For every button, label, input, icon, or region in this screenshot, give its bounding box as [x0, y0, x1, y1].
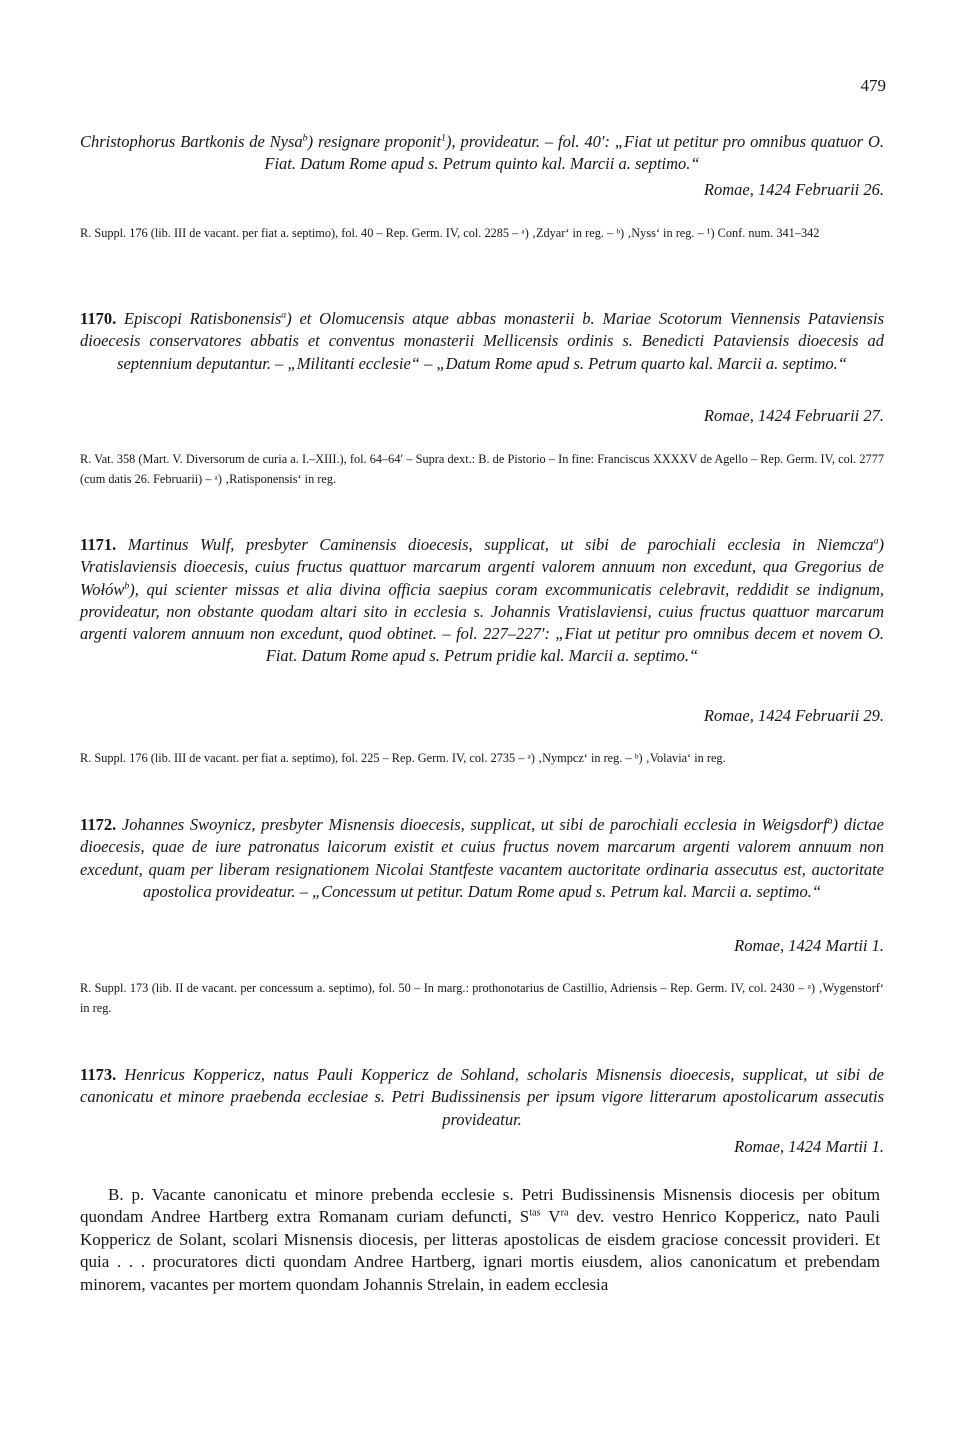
summary-text-part: Johannes Swoynicz, presbyter Misnensis dioecesis, supplicat, ut sibi de parochiali ecclesia in Weigsdorf — [121, 815, 828, 834]
entry-1173-summary — [80, 1064, 884, 1131]
entry-note: R. Suppl. 173 (lib. II de vacant. per concessum a. septimo), fol. 50 – In marg.: prothonotarius de Castillio, Adriensis – Rep. Germ. IV, col. 2430 – ᵃ) ‚Wygenstorf‘ in reg. — [80, 981, 884, 1015]
body-paragraph: B. p. Vacante canonicatu et minore prebenda ecclesie s. Petri Budissinensis Misnensis diocesis per obitum quondam Andree Hartberg extra Romanam curiam defuncti, $S^{tas}$ $V^{ra}$ dev. vestro Henrico Koppericz, nato Pauli Koppericz de Solant, scolari Misnensis diocesis, per litteras apostolicas de eisdem graciose concessit provideri. Et quia . . . procuratores dicti quondam Andree Hartberg, ignari mortis eiusdem, alios canonicatum et prebendam minorem, vacantes per mortem quondam Johannis Strelain, in eadem ecclesia — [80, 1185, 880, 1294]
footnote-marker-b: b — [124, 580, 130, 592]
page-number: 479 — [860, 76, 886, 95]
abbrev-superscript: tas — [529, 1207, 541, 1219]
summary-text-part: ) et Olomucensis atque abbas monasterii b. Mariae Scotorum Viennensis Pataviensis dioecesis conservatores abbatis et conventus monasterii Mellicensis ordinis s. Benedicti Pataviensis dioecesis ad septennium deputantur. – „Militanti ecclesie“ – „Datum Rome apud s. Petrum quarto kal. Marcii a. septimo.“ — [80, 309, 884, 373]
entry-number: 1173. — [80, 1065, 117, 1084]
entry-note: R. Suppl. 176 (lib. III de vacant. per fiat a. septimo), fol. 225 – Rep. Germ. IV, col. 2735 – ᵃ) ‚Nympcz‘ in reg. – ᵇ) ‚Volavia‘ in reg. — [80, 751, 726, 765]
footnote-marker-a: a — [827, 815, 833, 827]
entry-1171-summary — [80, 534, 884, 668]
entry-number: 1172. — [80, 815, 117, 834]
summary-text-part: Episcopi Ratisbonensis — [124, 309, 282, 328]
entry-date: Romae, 1424 Februarii 26. — [703, 180, 884, 199]
footnote-marker-a: a — [873, 535, 879, 547]
summary-text-part: Martinus Wulf, presbyter Caminensis dioecesis, supplicat, ut sibi de parochiali ecclesia in Niemcza — [127, 535, 874, 554]
continuation-text-part: Christophorus Bartkonis de Nysa — [80, 132, 303, 151]
body-text-part: B. p. Vacante canonicatu et minore prebenda ecclesie s. Petri Budissinensis Misnensis diocesis per obitum quondam Andree Hartberg extra Romanam curiam defuncti, S — [80, 1185, 880, 1227]
footnote-marker-a: a — [281, 309, 287, 321]
document-body — [80, 1184, 880, 1296]
entry-1172-summary — [80, 814, 884, 903]
abbrev-superscript: ra — [560, 1207, 569, 1219]
continuation-text-part: ), provideatur. – fol. 40′: „Fiat ut petitur pro omnibus quatuor O. Fiat. Datum Rome apud s. Petrum quinto kal. Marcii a. septimo.“ — [264, 132, 884, 174]
body-text-part: dev. vestro Henrico Koppericz, nato Pauli Koppericz de Solant, scolari Misnensis diocesis, per litteras apostolicas de eisdem graciose concessit provideri. Et quia . . . procuratores dicti quondam Andree Hartberg, ignari mortis eiusdem, alios canonicatum et prebendam minorem, vacantes per mortem quondam Johannis Strelain, in eadem ecclesia — [80, 1207, 880, 1294]
entry-date: Romae, 1424 Martii 1. — [734, 936, 884, 955]
entry-date: Romae, 1424 Februarii 29. — [703, 706, 884, 725]
continuation-text-part: ) resignare proponit — [307, 132, 442, 151]
entry-note: R. Suppl. 176 (lib. III de vacant. per fiat a. septimo), fol. 40 – Rep. Germ. IV, col. 2285 – ᵃ) ‚Zdyar‘ in reg. – ᵇ) ‚Nyss‘ in reg. – ¹) Conf. num. 341–342 — [80, 226, 820, 240]
entry-date: Romae, 1424 Februarii 27. — [703, 406, 884, 425]
entry-date: Romae, 1424 Martii 1. — [734, 1137, 884, 1156]
footnote-marker-b: b — [302, 132, 308, 144]
footnote-marker-1: 1 — [441, 132, 446, 144]
entry-number: 1170. — [80, 309, 117, 328]
entry-note: R. Vat. 358 (Mart. V. Diversorum de curia a. I.–XIII.), fol. 64–64′ – Supra dext.: B. de Pistorio – In fine: Franciscus XXXXV de Agello – Rep. Germ. IV, col. 2777 (cum datis 26. Februarii) – ᵃ) ‚Ratisponensis‘ in reg. — [80, 452, 884, 486]
summary-text-part: ) Vratislaviensis dioecesis, cuius fructus quattuor marcarum argenti valorem annuum non excedunt, qua Gregorius de Wołów — [80, 535, 885, 599]
entry-continuation-text — [80, 131, 884, 176]
entry-1170-summary — [80, 308, 884, 375]
entry-number: 1171. — [80, 535, 117, 554]
summary-text-part: Henricus Koppericz, natus Pauli Koppericz de Sohland, scholaris Misnensis dioecesis, supplicat, ut sibi de canonicatu et minore praebenda ecclesiae s. Petri Budissinensis per ipsum vigore litterarum apostolicarum assecutis provideatur. — [80, 1065, 885, 1129]
summary-text-part: ) dictae dioecesis, quae de iure patronatus laicorum existit et cuius fructus novem marcarum argenti valorem annuum non excedunt, quam per liberam resignationem Nicolai Stantfeste vacantem auctoritate ordinaria assecutus est, auctoritate apostolica provideatur. – „Concessum ut petitur. Datum Rome apud s. Petrum kal. Marcii a. septimo.“ — [80, 815, 885, 901]
summary-text-part: ), qui scienter missas et alia divina officia saepius coram excommunicatis celebravit, reddidit se indignum, provideatur, non obstante quodam altari sito in ecclesia s. Johannis Vratislaviensi, cuius fructus quattuor marcarum argenti valorem annuum non excedunt, quod obtinet. – fol. 227–227′: „Fiat ut petitur pro omnibus decem et novem O. Fiat. Datum Rome apud s. Petrum pridie kal. Marcii a. septimo.“ — [80, 579, 884, 666]
